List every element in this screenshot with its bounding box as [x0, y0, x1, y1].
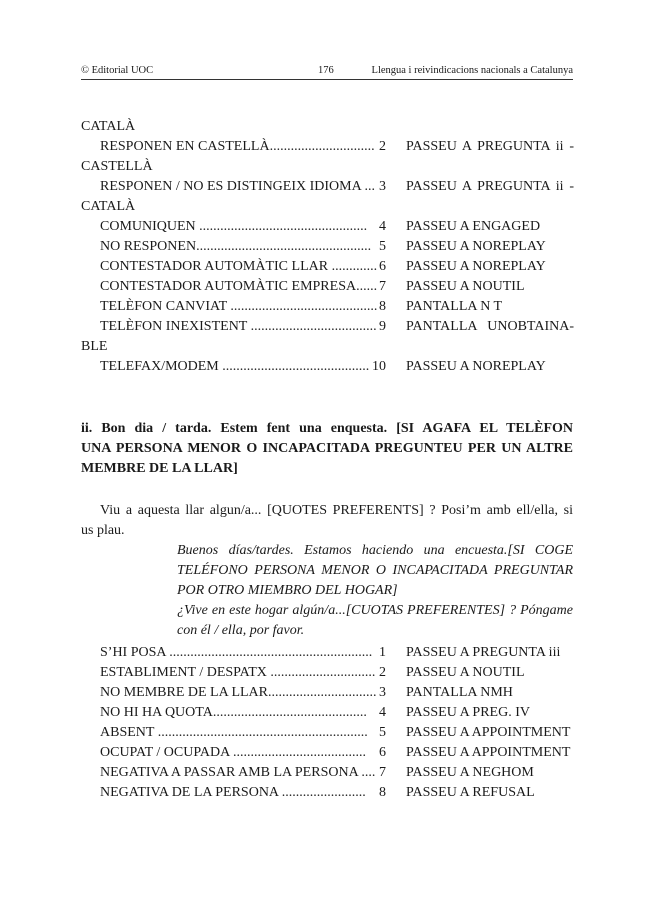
code-row: CONTESTADOR AUTOMÀTIC LLAR ............. 6 [100, 259, 386, 274]
question-paragraph [81, 501, 573, 541]
code-row: RESPONEN EN CASTELLÀ.............................. 2 [100, 139, 386, 154]
code-destination: PASSEU A APPOINTMENT [406, 745, 571, 760]
code-row: OCUPAT / OCUPADA ...................................... 6 [100, 745, 386, 760]
section-label-catala: CATALÀ [81, 119, 136, 134]
code-row: NO RESPONEN.................................................. 5 [100, 239, 386, 254]
spanish-line: POR OTRO MIEMBRO DEL HOGAR] [177, 583, 398, 598]
code-row: NEGATIVA A PASSAR AMB LA PERSONA .... 7 [100, 765, 386, 780]
code-row: NO MEMBRE DE LA LLAR............................... 3 [100, 685, 386, 700]
spanish-line: con él / ella, por favor. [177, 623, 305, 638]
code-destination: PASSEU A PREGUNTA ii - [406, 179, 574, 194]
code-row: RESPONEN / NO ES DISTINGEIX IDIOMA ... 3 [100, 179, 386, 194]
code-row: TELÈFON INEXISTENT .................................... 9 [100, 319, 386, 334]
code-destination: PASSEU A NOREPLAY [406, 259, 546, 274]
code-destination: PASSEU A ENGAGED [406, 219, 541, 234]
heading-line: UNA PERSONA MENOR O INCAPACITADA PREGUNTEU PER UN ALTRE [81, 441, 573, 456]
code-row: TELÈFON CANVIAT .......................................... 8 [100, 299, 386, 314]
code-destination: PASSEU A NOREPLAY [406, 359, 546, 374]
code-destination: PASSEU A APPOINTMENT [406, 725, 571, 740]
question-heading [81, 419, 573, 479]
heading-line: ii. Bon dia / tarda. Estem fent una enquesta. [SI AGAFA EL TELÈFON [81, 421, 573, 436]
paragraph-line: us plau. [81, 523, 125, 538]
heading-line: MEMBRE DE LA LLAR] [81, 461, 238, 476]
code-destination: PASSEU A NOUTIL [406, 279, 525, 294]
section-label-catala-2: CATALÀ [81, 199, 136, 214]
code-destination: PASSEU A NEGHOM [406, 765, 534, 780]
code-row: NO HI HA QUOTA............................................ 4 [100, 705, 386, 720]
code-destination: PASSEU A PREGUNTA ii - [406, 139, 574, 154]
code-row: ABSENT ............................................................ 5 [100, 725, 386, 740]
publisher-label: © Editorial UOC [81, 65, 154, 76]
page-header [81, 63, 573, 80]
hyphenation-continuation: BLE [81, 339, 108, 354]
page-number: 176 [318, 65, 334, 76]
book-title: Llengua i reivindicacions nacionals a Catalunya [371, 65, 573, 76]
code-destination: PANTALLA NMH [406, 685, 513, 700]
paragraph-line: Viu a aquesta llar algun/a... [QUOTES PREFERENTS] ? Posi’m amb ell/ella, si [100, 503, 573, 518]
code-destination: PASSEU A NOUTIL [406, 665, 525, 680]
spanish-translation [177, 541, 573, 641]
spanish-line: TELÉFONO PERSONA MENOR O INCAPACITADA PREGUNTAR [177, 563, 573, 578]
code-row: COMUNIQUEN ................................................ 4 [100, 219, 386, 234]
code-row: NEGATIVA DE LA PERSONA ........................ 8 [100, 785, 386, 800]
section-label-castella: CASTELLÀ [81, 159, 153, 174]
code-row: S’HI POSA .......................................................... 1 [100, 645, 386, 660]
code-destination: PASSEU A PREG. IV [406, 705, 530, 720]
spanish-line: ¿Vive en este hogar algún/a...[CUOTAS PREFERENTES] ? Póngame [177, 603, 573, 618]
spanish-line: Buenos días/tardes. Estamos haciendo una encuesta.[SI COGE [177, 543, 573, 558]
code-row: ESTABLIMENT / DESPATX .............................. 2 [100, 665, 386, 680]
code-row: CONTESTADOR AUTOMÀTIC EMPRESA...... 7 [100, 279, 386, 294]
code-row: TELEFAX/MODEM .......................................... 10 [100, 359, 386, 374]
code-destination: PASSEU A NOREPLAY [406, 239, 546, 254]
code-destination: PASSEU A PREGUNTA iii [406, 645, 561, 660]
code-destination: PASSEU A REFUSAL [406, 785, 535, 800]
code-destination: PANTALLA UNOBTAINA- [406, 319, 574, 334]
code-destination: PANTALLA N T [406, 299, 503, 314]
